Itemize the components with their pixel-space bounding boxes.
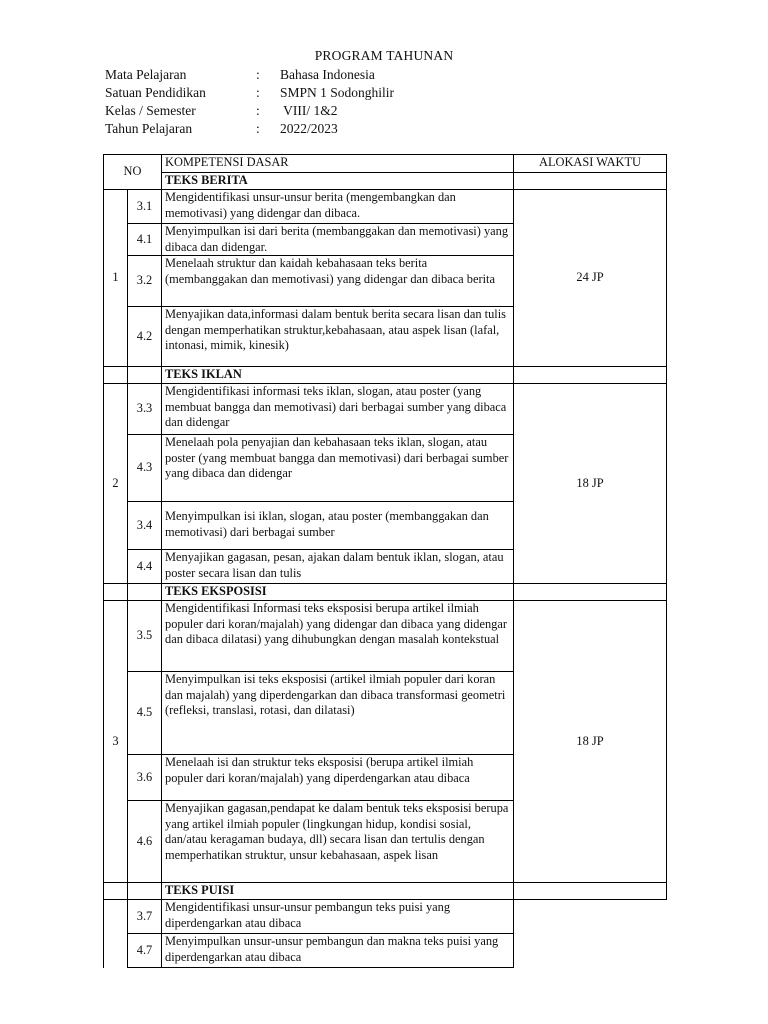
table-row [104,601,667,672]
kd-text: Menelaah isi dan struktur teks eksposisi (berupa artikel ilmiah populer dari koran/majalah) yang diperdengarkan atau dibaca [165,755,474,785]
kd-text: Menyimpulkan isi teks eksposisi (artikel ilmiah populer dari koran dan majalah) yang diperdengarkan dan dibaca transformasi geometri (refleksi, translasi, rotasi, dan dilatasi) [165,672,506,718]
meta-colon: : [256,121,260,136]
program-table [103,154,667,968]
meta-label: Satuan Pendidikan [105,85,206,100]
section-title: TEKS EKSPOSISI [162,584,514,601]
row-number [104,900,128,968]
kd-code: 4.4 [128,550,162,584]
kd-text: Menyajikan gagasan, pesan, ajakan dalam bentuk iklan, slogan, atau poster secara lisan dan tulis [165,550,504,580]
kd-code: 3.2 [128,256,162,307]
section-title: TEKS IKLAN [162,367,514,384]
meta-label: Mata Pelajaran [105,67,187,82]
row-number: 2 [104,384,128,584]
section-title: TEKS PUISI [162,883,514,900]
meta-value: Bahasa Indonesia [280,67,375,82]
header-no: NO [104,155,162,190]
time-allocation: 24 JP [514,190,667,367]
kd-text: Menyajikan data,informasi dalam bentuk berita secara lisan dan tulis dengan memperhatikan struktur,kebahasaan, atau aspek lisan (lafal, intonasi, mimik, kinesik) [165,307,506,353]
section-title: TEKS BERITA [162,172,514,190]
row-number: 3 [104,601,128,883]
kd-code: 3.4 [128,502,162,550]
header-kompetensi-dasar: KOMPETENSI DASAR [162,155,514,173]
section-title-row [104,883,667,900]
meta-row-subject [105,66,394,84]
kd-text-cell [162,672,514,755]
table-row [104,384,667,435]
document-title: PROGRAM TAHUNAN [314,48,454,63]
meta-colon: : [256,67,260,82]
kd-text-cell [162,801,514,883]
kd-text-cell [162,307,514,367]
meta-value: 2022/2023 [280,121,338,136]
kd-text: Menyajikan gagasan,pendapat ke dalam bentuk teks eksposisi berupa yang artikel ilmiah populer (lingkungan hidup, kondisi sosial, dan/atau keragaman budaya, dll) secara lisan dan tertulis dengan memperhatikan struktur, unsur kebahasaan, aspek lisan [165,801,509,863]
empty-cell [128,584,162,601]
empty-cell [514,172,667,190]
kd-code: 4.5 [128,672,162,755]
empty-cell [514,883,667,900]
table-row [104,900,667,934]
empty-cell [128,367,162,384]
kd-code: 4.2 [128,307,162,367]
meta-row-class [105,102,394,120]
kd-text-cell [162,384,514,435]
kd-code: 4.3 [128,435,162,502]
kd-text: Menyimpulkan unsur-unsur pembangun dan makna teks puisi yang diperdengarkan atau dibaca [165,934,499,964]
kd-code: 3.5 [128,601,162,672]
section-title-row [104,367,667,384]
empty-cell [104,584,128,601]
time-allocation [514,900,667,968]
kd-text: Menelaah pola penyajian dan kebahasaan teks iklan, slogan, atau poster (yang membuat bangga dan memotivasi) dari berbagai sumber yang dibaca dan didengar [165,435,509,481]
kd-code: 4.6 [128,801,162,883]
meta-row-school [105,84,394,102]
empty-cell [104,883,128,900]
section-title-row [104,172,667,190]
kd-text: Menyimpulkan isi iklan, slogan, atau poster (membanggakan dan memotivasi) dari berbagai sumber [165,509,489,539]
time-allocation: 18 JP [514,601,667,883]
document-meta [105,66,394,138]
meta-value: SMPN 1 Sodonghilir [280,85,395,100]
kd-text: Mengidentifikasi informasi teks iklan, slogan, atau poster (yang membuat bangga dan memotivasi) dari berbagai sumber yang dibaca dan didengar [165,384,507,430]
empty-cell [514,367,667,384]
meta-colon: : [256,85,260,100]
kd-text-cell [162,934,514,968]
kd-text-cell [162,601,514,672]
kd-text-cell [162,256,514,307]
kd-code: 4.1 [128,224,162,256]
kd-text: Mengidentifikasi Informasi teks eksposisi berupa artikel ilmiah populer dari koran/majalah) yang didengar dan dibaca yang didengar dan dibaca dilatasi) yang dihubungkan dengan masalah kontekstual [165,601,507,647]
kd-text-cell [162,224,514,256]
meta-value: VIII/ 1&2 [280,103,338,118]
kd-text-cell [162,900,514,934]
header-alokasi-waktu: ALOKASI WAKTU [514,155,667,173]
kd-text-cell [162,502,514,550]
kd-text: Menyimpulkan isi dari berita (membanggakan dan memotivasi) yang dibaca dan didengar. [165,224,509,254]
kd-code: 3.3 [128,384,162,435]
kd-code: 4.7 [128,934,162,968]
kd-text-cell [162,435,514,502]
kd-code: 3.1 [128,190,162,224]
kd-text: Mengidentifikasi unsur-unsur berita (mengembangkan dan memotivasi) yang didengar dan dibaca. [165,190,456,220]
empty-cell [104,367,128,384]
kd-text-cell [162,755,514,801]
table-header-row [104,155,667,173]
kd-text: Menelaah struktur dan kaidah kebahasaan teks berita (membanggakan dan memotivasi) yang didengar dan dibaca berita [165,256,495,286]
row-number: 1 [104,190,128,367]
kd-text-cell [162,190,514,224]
time-allocation: 18 JP [514,384,667,584]
table-row [104,190,667,224]
empty-cell [128,883,162,900]
empty-cell [514,584,667,601]
kd-text: Mengidentifikasi unsur-unsur pembangun teks puisi yang diperdengarkan atau dibaca [165,900,451,930]
kd-code: 3.6 [128,755,162,801]
section-title-row [104,584,667,601]
kd-code: 3.7 [128,900,162,934]
kd-text-cell [162,550,514,584]
meta-row-year [105,120,394,138]
meta-label: Kelas / Semester [105,103,196,118]
meta-colon: : [256,103,260,118]
meta-label: Tahun Pelajaran [105,121,193,136]
